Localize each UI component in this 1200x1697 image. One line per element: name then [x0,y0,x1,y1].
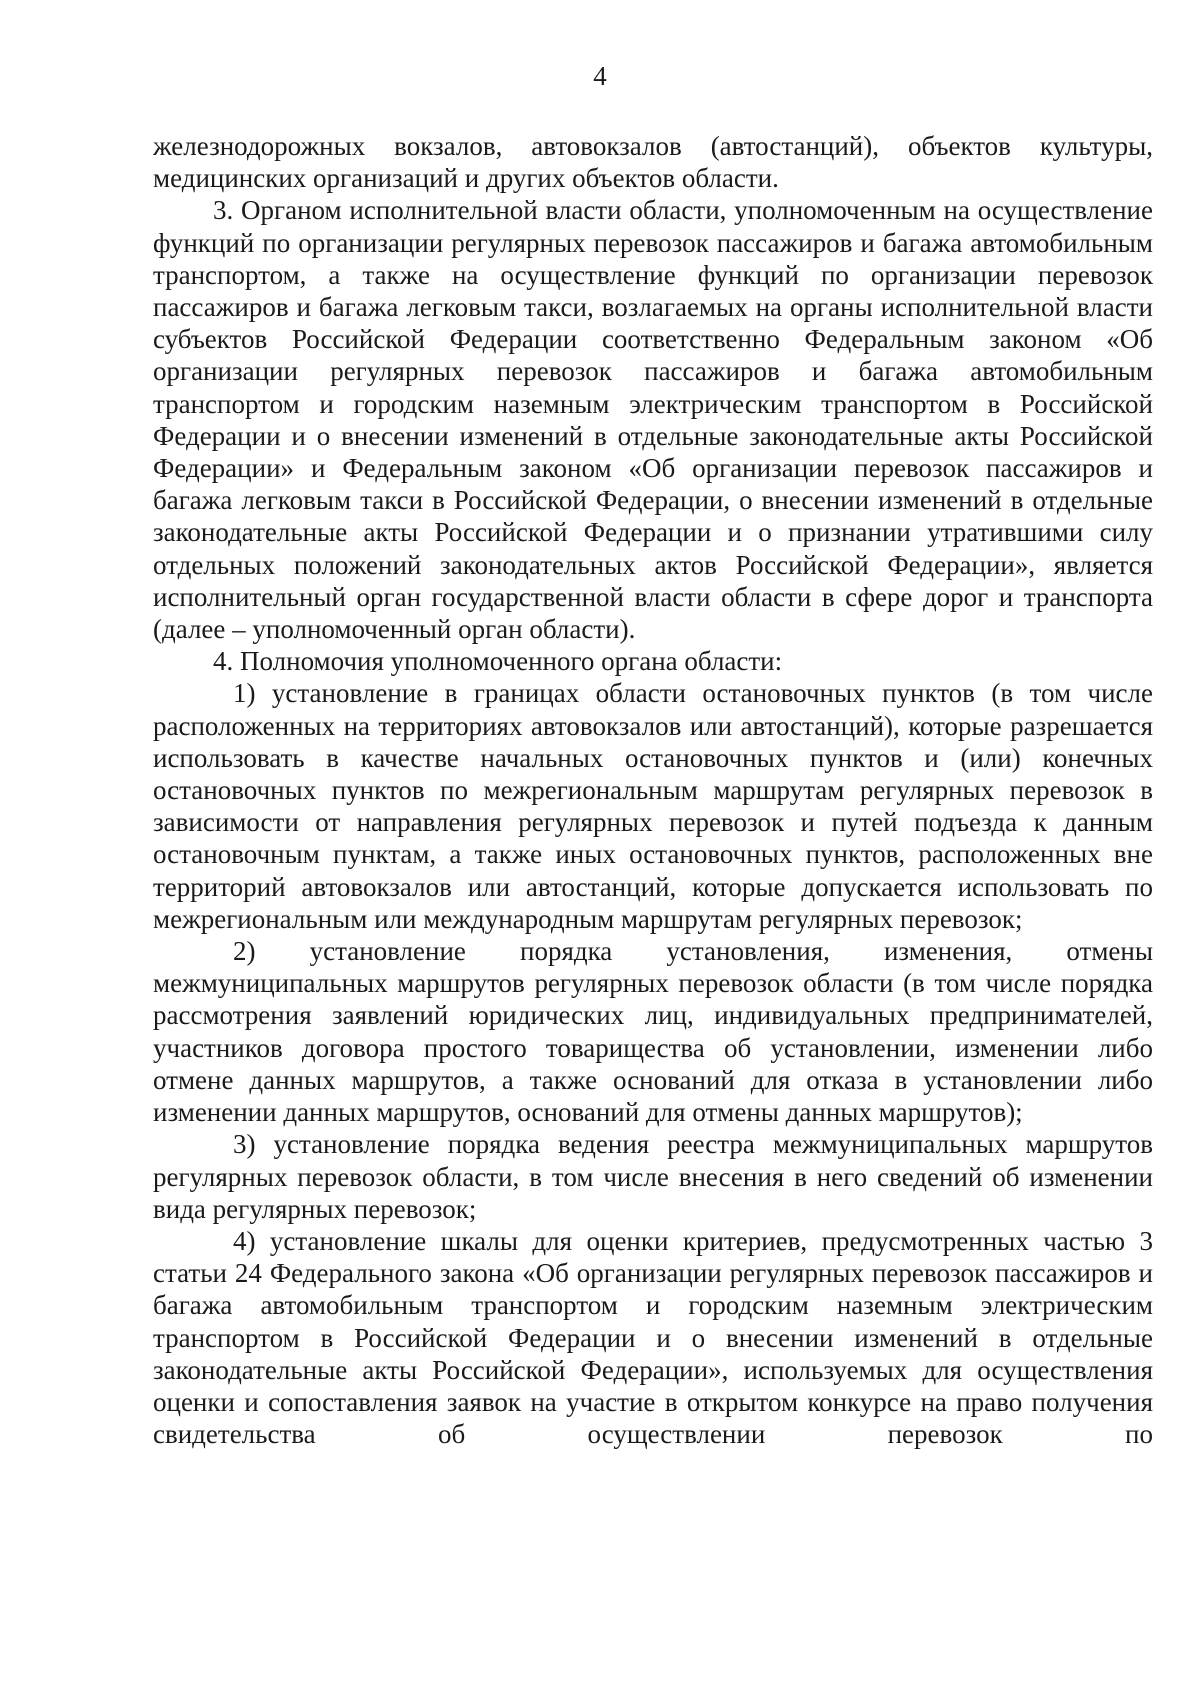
paragraph-item-3: 3. Органом исполнительной власти области, уполномоченным на осуществление функций по организации регулярных перевозок пассажиров и багажа автомобильным транспортом, а также на осуществление функций по организации перевозок пассажиров и багажа легковым такси, возлагаемых на органы исполнительной власти субъектов Российской Федерации соответственно Федеральным законом «Об организации регулярных перевозок пассажиров и багажа автомобильным транспортом и городским наземным электрическим транспортом в Российской Федерации и о внесении изменений в отдельные законодательные акты Российской Федерации» и Федеральным законом «Об организации перевозок пассажиров и багажа легковым такси в Российской Федерации, о внесении изменений в отдельные законодательные акты Российской Федерации и о признании утратившими силу отдельных положений законодательных актов Российской Федерации», является исполнительный орган государственной власти области в сфере дорог и транспорта (далее – уполномоченный орган области). [153,195,1153,645]
page-number: 4 [593,61,607,91]
subitem-3: 3) установление порядка ведения реестра межмуниципальных маршрутов регулярных перевозок области, в том числе внесения в него сведений об изменении вида регулярных перевозок; [153,1129,1153,1224]
subitem-4: 4) установление шкалы для оценки критериев, предусмотренных частью 3 статьи 24 Федерального закона «Об организации регулярных перевозок пассажиров и багажа автомобильным транспортом и городским наземным электрическим транспортом в Российской Федерации и о внесении изменений в отдельные законодательные акты Российской Федерации», используемых для осуществления оценки и сопоставления заявок на участие в открытом конкурсе на право получения свидетельства об осуществлении перевозок по [153,1225,1153,1450]
document-body [153,130,1153,1450]
paragraph-continuation: железнодорожных вокзалов, автовокзалов (автостанций), объектов культуры, медицинских организаций и других объектов области. [153,131,1153,194]
paragraph-item-4: 4. Полномочия уполномоченного органа области: [213,646,783,677]
subitem-2: 2) установление порядка установления, изменения, отмены межмуниципальных маршрутов регулярных перевозок области (в том числе порядка рассмотрения заявлений юридических лиц, индивидуальных предпринимателей, участников договора простого товарищества об установлении, изменении либо отмене данных маршрутов, а также оснований для отказа в установлении либо изменении данных маршрутов, оснований для отмены данных маршрутов); [153,936,1153,1128]
subitem-1: 1) установление в границах области остановочных пунктов (в том числе расположенных на территориях автовокзалов или автостанций), которые разрешается использовать в качестве начальных остановочных пунктов и (или) конечных остановочных пунктов по межрегиональным маршрутам регулярных перевозок в зависимости от направления регулярных перевозок и путей подъезда к данным остановочным пунктам, а также иных остановочных пунктов, расположенных вне территорий автовокзалов или автостанций, которые допускается использовать по межрегиональным или международным маршрутам регулярных перевозок; [153,678,1153,934]
